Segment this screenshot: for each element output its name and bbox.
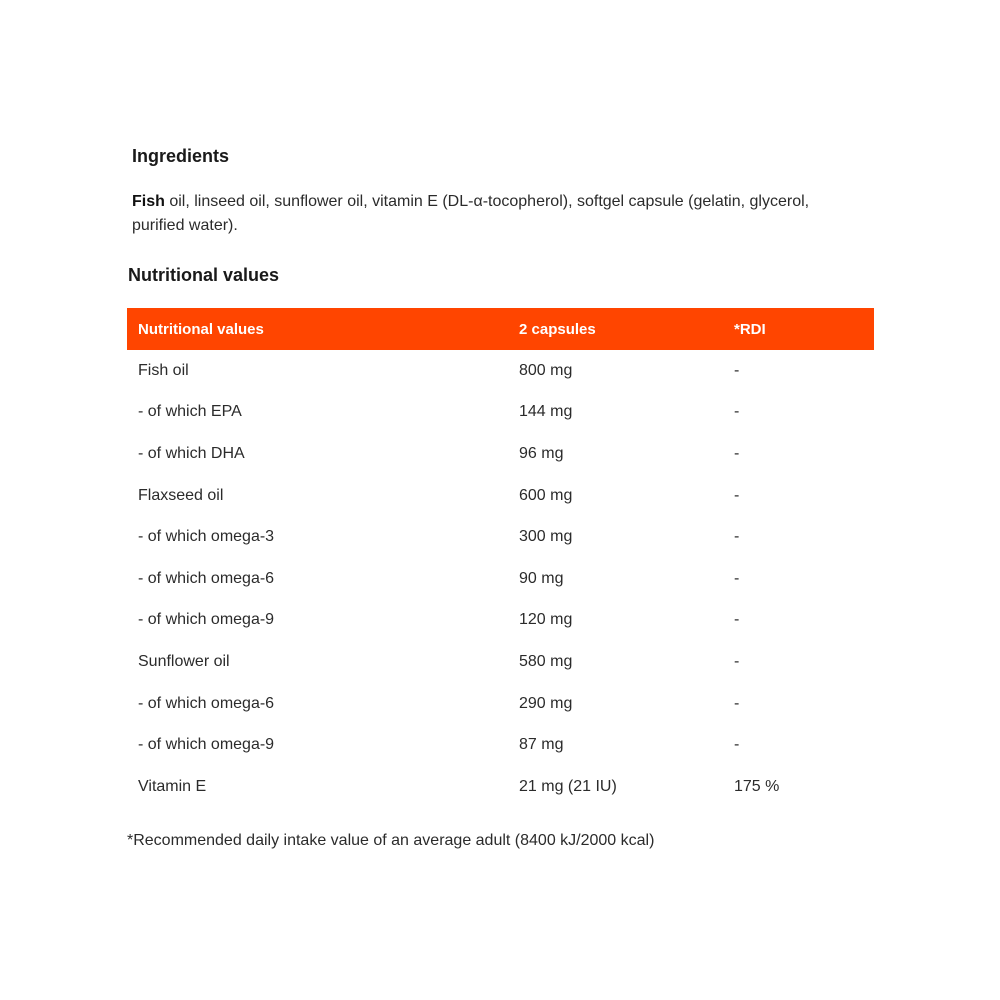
rdi-cell: 175 % [734,777,780,795]
amount-cell: 144 mg [519,403,573,421]
nutrition-heading: Nutritional values [128,265,280,285]
table-row [127,475,874,517]
column-header-nutrient: Nutritional values [138,320,264,338]
rdi-cell: - [734,611,740,629]
table-row [127,766,874,808]
table-row [127,433,874,475]
table-row [127,558,874,600]
nutrient-cell: Vitamin E [138,777,207,795]
table-row [127,350,874,392]
amount-cell: 600 mg [519,486,573,504]
table-header-row [127,308,874,350]
column-header-amount: 2 capsules [519,320,596,338]
nutrient-cell: - of which omega-9 [138,736,275,754]
rdi-cell: - [734,403,740,421]
amount-cell: 120 mg [519,611,573,629]
column-header-rdi: *RDI [734,320,766,338]
amount-cell: 800 mg [519,361,573,379]
nutrition-table-header [127,308,874,350]
nutrient-cell: - of which DHA [138,444,245,462]
amount-cell: 300 mg [519,528,573,546]
nutrient-cell: Flaxseed oil [138,486,224,504]
nutrient-cell: - of which omega-6 [138,569,275,587]
rdi-cell: - [734,361,740,379]
table-row [127,600,874,642]
rdi-cell: - [734,569,740,587]
amount-cell: 90 mg [519,569,564,587]
nutrient-cell: - of which omega-6 [138,694,275,712]
nutrition-table-body [127,350,874,808]
table-row [127,392,874,434]
nutrient-cell: Fish oil [138,361,189,379]
ingredients-heading: Ingredients [132,146,230,166]
table-row [127,641,874,683]
table-row [127,683,874,725]
ingredients-text [132,190,852,238]
nutrient-cell: - of which omega-9 [138,611,275,629]
amount-cell: 87 mg [519,736,564,754]
rdi-cell: - [734,652,740,670]
rdi-cell: - [734,486,740,504]
amount-cell: 290 mg [519,694,573,712]
nutrient-cell: - of which EPA [138,403,242,421]
table-row [127,724,874,766]
rdi-cell: - [734,528,740,546]
nutrient-cell: Sunflower oil [138,652,230,670]
rdi-cell: - [734,694,740,712]
rdi-footnote: *Recommended daily intake value of an average adult (8400 kJ/2000 kcal) [127,832,655,849]
nutrition-table [127,308,874,808]
rdi-cell: - [734,736,740,754]
amount-cell: 580 mg [519,652,573,670]
rdi-cell: - [734,444,740,462]
amount-cell: 96 mg [519,444,564,462]
amount-cell: 21 mg (21 IU) [519,777,617,795]
table-row [127,516,874,558]
ingredients-body: oil, linseed oil, sunflower oil, vitamin E (DL-α-tocopherol), softgel capsule (gelatin, glycerol, purified water). [132,193,810,234]
nutrient-cell: - of which omega-3 [138,528,275,546]
ingredients-lead: Fish [132,193,165,210]
